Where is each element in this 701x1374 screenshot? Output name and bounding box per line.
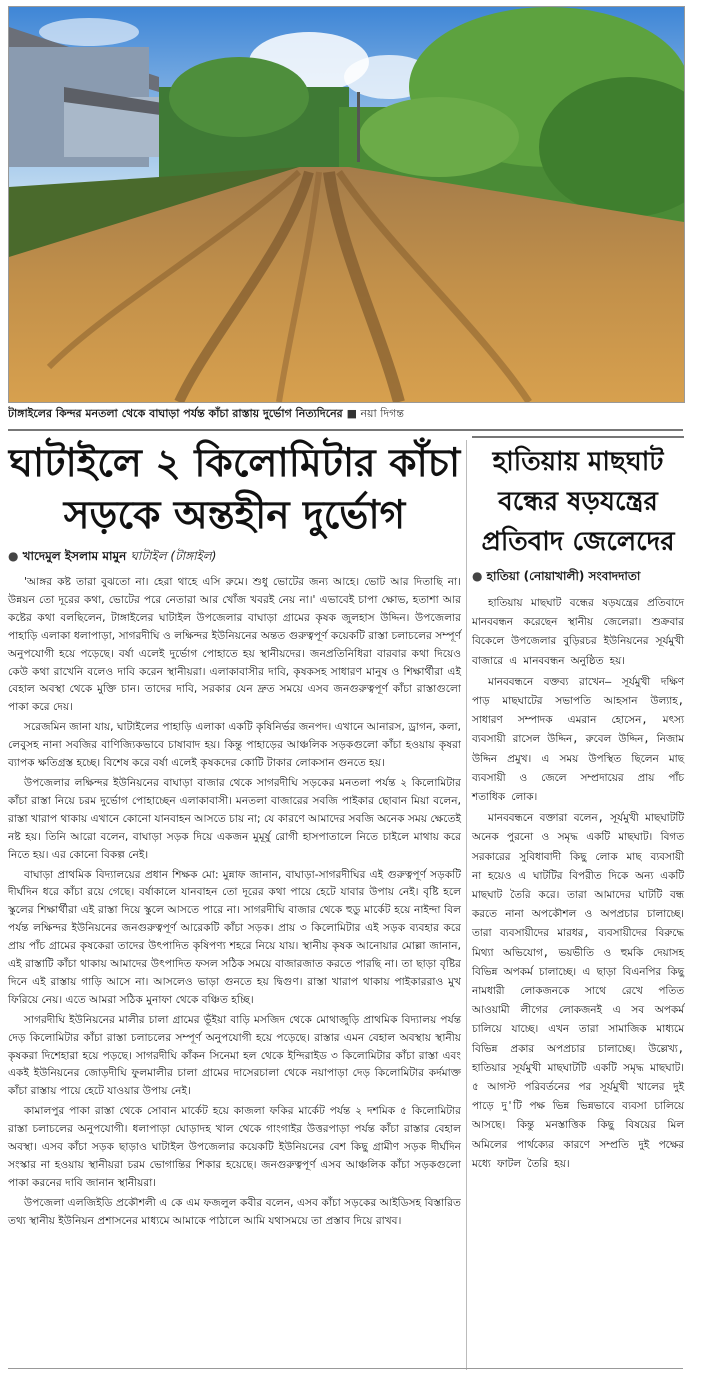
paragraph: উপজেলার লক্ষিন্দর ইউনিয়নের বাঘাড়া বাজার থেকে সাগরদীঘি সড়কের মনতলা পর্যন্ত ২ কিলোমিটার কাঁচা রাস্তা নিয়ে চরম দুর্ভোগ পোহাচ্ছেন এলাকাবাসী। মনতলা বাজারের সবজি পাইকার ছোবান মিয়া বলেন, রাস্তা খারাপ থাকায় এখানে কোনো যানবাহন আসতে চায় না; যে কারণে আমাদের সবজি অনেক সময় ক্ষেতেই নষ্ট হয়। তিনি আরো বলেন, বাঘাড়া সড়ক দিয়ে একজন মুমূর্ষু রোগী হাসপাতালে নিতে চাইলে মাথায় করে নিতে হয়। এর কোনো বিকল্প নেই।: [8, 776, 461, 861]
divider: [8, 1368, 683, 1369]
side-headline: [472, 442, 684, 562]
main-headline: [8, 438, 461, 542]
paragraph: সাগরদীঘি ইউনিয়নের মালীর চালা গ্রামের ভূঁইয়া বাড়ি মসজিদ থেকে মোথাজুড়ি প্রাথমিক বিদ্যালয় পর্যন্ত দেড় কিলোমিটার কাঁচা রাস্তা চলাচলের সম্পূর্ণ অনুপযোগী হয়ে পড়েছে। রাস্তার এমন বেহাল অবস্থায় স্থানীয় কৃষকরা দিশেহারা হয়ে পড়ছে। সাগরদীঘি কাঁকন সিনেমা হল থেকে ইন্দিরাইড ৩ কিলোমিটার কাঁচা রাস্তা এবং একই ইউনিয়নের জোড়দীঘি ফুলমালীর চালা গ্রামের দাসেরচালা থেকে নয়াপাড়া দেড় কিলোমিটার কর্দমাক্ত কাঁচা রাস্তায় পায়ে হেটে যাওয়ার উপায় নেই।: [8, 1013, 461, 1098]
main-headline-line-1: ঘাটাইলে ২ কিলোমিটার কাঁচা: [8, 441, 461, 486]
side-article-body: [472, 594, 684, 1174]
paragraph: মানববন্ধনে বক্তারা বলেন, সূর্যমুখী মাছঘাটটি অনেক পুরনো ও সমৃদ্ধ একটি মাছঘাট। বিগত সরকারের সুবিধাবাদী কিছু লোক মাছ ব্যবসায়ী না হয়েও এ ঘাটটির বিপরীত দিকে অন্য একটি মাছঘাট তৈরি করে। তারা আমাদের ঘাটটি বন্ধ করতে নানা অপকৌশল ও অপপ্রচার চালাচ্ছে। তারা ব্যবসায়ীদের মারধর, ব্যবসায়ীদের বিরুদ্ধে মিথ্যা অভিযোগ, ভয়ভীতি ও হুমকি দেয়াসহ বিভিন্ন অপকর্ম চালাচ্ছে। এ ছাড়া বিএনপির কিছু নামধারী লোকজনকে সাথে রেখে পতিত আওয়ামী লীগের লোকজনই এ সব অপকর্ম চালিয়ে যাচ্ছে। এখন তারা সামাজিক মাধ্যমে বিভিন্ন প্রকার অপপ্রচার চালাচ্ছে। উল্লেখ্য, হাতিয়ার সূর্যমুখী মাছঘাটটি একটি সমৃদ্ধ মাছঘাট। ৫ আগস্ট পরিবর্তনের পর সূর্যমুখী খালের দুই পাড়ে দু'টি পক্ষ ভিন্ন ভিন্নভাবে ব্যবসা চালিয়ে আসছে। কিন্তু মনস্তাত্তিক কিছু বিষয়ের মিল অমিলের পার্থক্যের কারণে সম্প্রতি দুই পক্ষের মধ্যে ফাটল তৈরি হয়।: [472, 812, 684, 1170]
paragraph: কামালপুর পাকা রাস্তা থেকে সোবান মার্কেট হয়ে কাজলা ফকির মার্কেট পর্যন্ত ২ দশমিক ৫ কিলোমিটার রাস্তা চলাচলের অনুপযোগী। ধলাপাড়া ঘোড়াদহ খাল থেকে গাংগাইর উত্তরপাড়া পর্যন্ত কাঁচা রাস্তার বেহাল অবস্থা। এসব কাঁচা সড়ক ছাড়াও ঘাটাইল উপজেলার কয়েকটি ইউনিয়নের বেশ কিছু গ্রামীণ সড়ক দীর্ঘদিন সংস্কার না হওয়ায় স্থানীয়রা চরম ভোগান্তির শিকার হয়েছে। জনগুরুত্বপূর্ণ এসব আঞ্চলিক কাঁচা সড়কগুলো পাকা করনের দাবি জানান স্থানীয়রা।: [8, 1105, 461, 1189]
side-headline-line-3: প্রতিবাদ জেলেদের: [481, 527, 675, 557]
photo-caption: [8, 404, 683, 424]
paragraph: মানববন্ধনে বক্তব্য রাখেন— সূর্যমুখী দক্ষিণ পাড় মাছঘাটের সভাপতি আহসান উল্যাহ, সাধারণ সম্পাদক এমরান হোসেন, মৎস্য ব্যবসায়ী রাসেল উদ্দিন, রুবেল উদ্দিন, নিজাম উদ্দিন প্রমুখ। এ সময় উপস্থিত ছিলেন মাছ ব্যবসায়ী ও জেলে সম্প্রদায়ের প্রায় পাঁচ শতাধিক লোক।: [472, 675, 684, 804]
main-headline-line-2: সড়কে অন্তহীন দুর্ভোগ: [63, 493, 406, 538]
side-byline: [472, 568, 684, 588]
main-article-body: [8, 574, 461, 1231]
news-photo: [8, 6, 685, 403]
bullet-icon: ●: [8, 549, 23, 563]
byline-location: ঘাটাইল (টাঙ্গাইল): [130, 549, 217, 563]
paragraph: সরেজমিন জানা যায়, ঘাটাইলের পাহাড়ি এলাকা একটি কৃষিনির্ভর জনপদ। এখানে আনারস, ড্রাগন, কলা, লেবুসহ নানা সবজির বাণিজ্যিকভাবে চাষাবাদ হয়। কিন্তু পাহাড়ের আঞ্চলিক সড়কগুলো কাঁচা হওয়ায় কৃষরা ব্যাপক ক্ষতিগ্রস্ত হচ্ছে। বিশেষ করে বর্ষা এলেই কৃষকদের কোটি টাকার লোকসান গুনতে হয়।: [8, 721, 461, 770]
bullet-icon: ●: [472, 569, 487, 583]
side-article: [472, 436, 684, 1176]
dirt-road-photo: [9, 7, 684, 402]
byline-name: খাদেমুল ইসলাম মামুন: [22, 549, 127, 563]
main-article: [8, 436, 461, 1233]
caption-source: ■ নয়া দিগন্ত: [346, 407, 404, 420]
paragraph: উপজেলা এলজিইডি প্রকৌশলী এ কে এম ফজলুল কবীর বলেন, এসব কাঁচা সড়কের আইডিসহ বিস্তারিত তথ্য স্থানীয় ইউনিয়ন প্রশাসনের মাধ্যমে আমাকে পাঠালে আমি যথাসময়ে তা প্রস্তাব দিয়ে রাখব।: [8, 1196, 461, 1227]
byline-name: হাতিয়া (নোয়াখালী) সংবাদদাতা: [486, 569, 641, 583]
paragraph: হাতিয়ায় মাছঘাট বন্ধের ষড়যন্ত্রের প্রতিবাদে মানববন্ধন করেছেন স্থানীয় জেলেরা। শুক্রবার বিকেলে উপজেলার বুড়িরচর ইউনিয়নের সূর্যমুখী বাজারে এ মানববন্ধন অনুষ্ঠিত হয়।: [472, 597, 684, 667]
divider: [8, 429, 683, 431]
paragraph: বাঘাড়া প্রাথমিক বিদ্যালয়ের প্রধান শিক্ষক মো: মুন্নাফ জানান, বাঘাড়া-সাগরদীঘির এই গুরুত্বপূর্ণ সড়কটি দীর্ঘদিন ধরে কাঁচা রয়ে গেছে। বর্ষাকালে যানবাহন তো দূরের কথা পায়ে হেটে যাবার উপায় নেই। বৃষ্টি হলে স্কুলের শিক্ষার্থীরা এই রাস্তা দিয়ে স্কুলে আসতে পারে না। সাগরদীঘি বাজার থেকে হুডু মার্কেট হয়ে নাইন্দা বিল পর্যন্ত লক্ষিন্দর ইউনিয়নের জনগুরুত্বপূর্ণ আরেকটি কাঁচা সড়ক। প্রায় ৩ কিলোমিটার এই সড়ক ব্যবহার করে প্রায় পাঁচ গ্রামের কৃষকেরা তাদের উৎপাদিত কৃষিপণ্য শহরে নিয়ে যায়। স্থানীয় কৃষক আনোয়ার মোল্লা জানান, এই রাস্তাটি কাঁচা থাকায় আমাদের উৎপাদিত ফসল সঠিক সময়ে বাজারজাত করতে পারছি না। তা ছাড়া বৃষ্টির দিনে এই রাস্তায় গাড়ি আসে না। আসলেও ভাড়া গুনতে হয় দ্বিগুণ। রাস্তা খারাপ থাকায় পাইকাররাও মুখ ফিরিয়ে নেয়। এতে আমরা সঠিক মুনাফা থেকে বঞ্চিত হচ্ছি।: [8, 868, 461, 1006]
column-divider: [466, 440, 467, 1370]
caption-text: টাঙ্গাইলের কিন্দর মনতলা থেকে বাঘাড়া পর্যন্ত কাঁচা রাস্তায় দুর্ভোগ নিত্যদিনের: [8, 407, 343, 420]
side-headline-line-1: হাতিয়ায় মাছঘাট: [492, 447, 664, 477]
divider: [472, 436, 684, 438]
side-headline-line-2: বন্ধের ষড়যন্ত্রের: [498, 487, 658, 517]
paragraph: 'আঙ্গর কষ্ট তারা বুঝতো না। হেরা থাহে এসি রুমে। শুধু ভোটের জন্য আহে। ভোট আর দিতাছি না। উন্নয়ন তো দূরের কথা, ভোটের পরে নেতারা আর খোঁজ খবরই নেয় না।' এভাবেই চাপা ক্ষোভ, হতাশা আর কষ্টের কথা বলছিলেন, টাঙ্গাইলের ঘাটাইল উপজেলার বাঘাড়া গ্রামের কৃষক জুলহাস উদ্দিন। উপজেলার পাহাড়ি এলাকা ধলাপাড়া, সাগরদীঘি ও লক্ষিন্দর ইউনিয়নের অন্তত গুরুত্বপূর্ণ কয়েকটি রাস্তা চলাচলের সম্পূর্ণ অনুপযোগী হয়ে পড়েছে। বর্ষা এলেই দুর্ভোগ পোহাতে হয় স্থানীয়দের। জনপ্রতিনিধিরা বারবার কথা দিয়েও কেউ কথা রাখেনি বলেও দাবি করেন স্থানীয়রা। এলাকাবাসীর দাবি, কৃষকসহ সাধারণ মানুষ ও শিক্ষার্থীরা এই বেহাল অবস্থা থেকে মুক্তি চান। তাদের দাবি, সরকার যেন দ্রুত সময়ে এসব জনগুরুত্বপূর্ণ কাঁচা রাস্তাগুলো পাকা করে দেয়।: [8, 576, 461, 714]
main-byline: [8, 548, 461, 568]
